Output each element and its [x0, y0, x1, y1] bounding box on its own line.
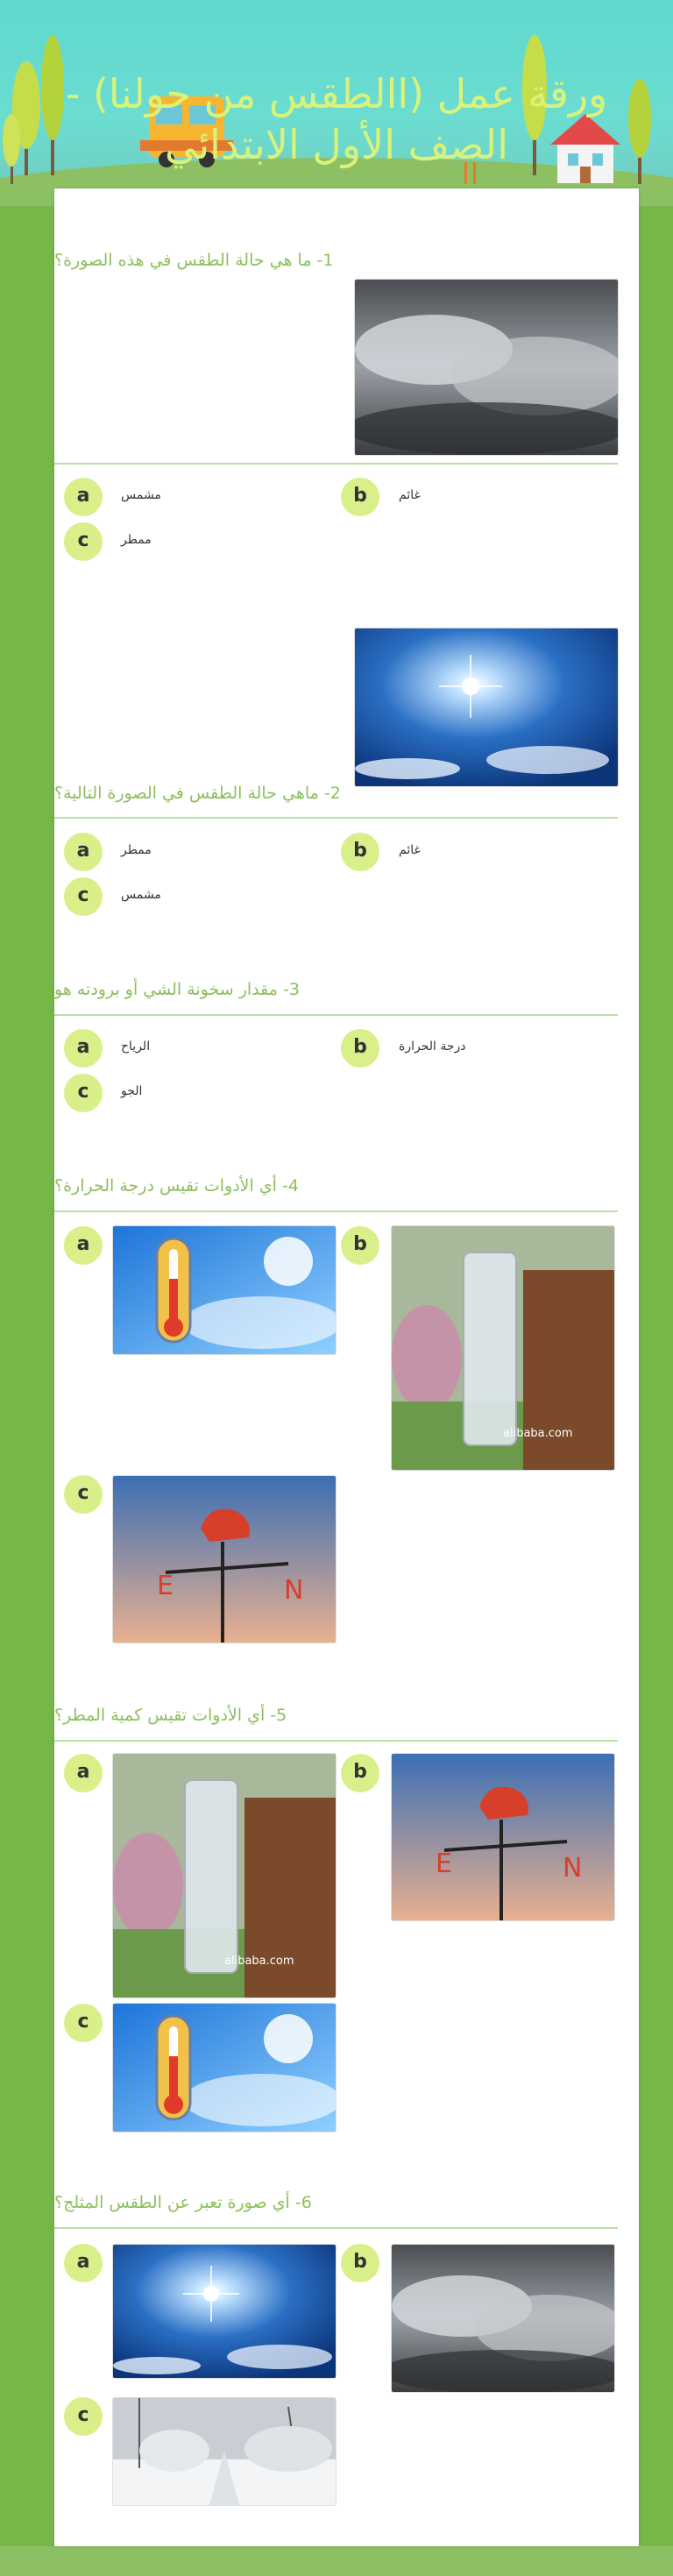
svg-text:E: E	[157, 1571, 174, 1601]
question-2-divider	[54, 817, 618, 819]
question-2-text: 2- ماهي حالة الطقس في الصورة التالية؟	[54, 784, 341, 803]
option-a-label[interactable]: ممطر	[121, 843, 152, 857]
option-b-label[interactable]: غائم	[399, 843, 421, 857]
option-a-badge[interactable]: a	[64, 1226, 103, 1265]
option-a-badge[interactable]: a	[64, 833, 103, 871]
option-b-badge[interactable]: b	[341, 833, 379, 871]
question-6-text: 6- أي صورة تعبر عن الطقس المثلج؟	[54, 2193, 312, 2212]
option-c-badge[interactable]: c	[64, 2397, 103, 2436]
rain-gauge-image[interactable]	[112, 1753, 336, 1998]
question-4-divider	[54, 1210, 618, 1212]
question-3-divider	[54, 1014, 618, 1016]
option-a-badge[interactable]: a	[64, 2244, 103, 2282]
watermark-text: alibaba.com	[224, 1955, 294, 1968]
sunny-sky-image	[354, 628, 619, 787]
question-5-divider	[54, 1740, 618, 1742]
right-border	[639, 206, 673, 2576]
option-c-badge[interactable]: c	[64, 1074, 103, 1112]
question-4-text: 4- أي الأدوات تقيس درجة الحرارة؟	[54, 1176, 299, 1196]
snowy-street-image[interactable]	[112, 2397, 336, 2506]
option-c-badge[interactable]: c	[64, 2004, 103, 2042]
option-a-label[interactable]: الرياح	[121, 1040, 151, 1054]
watermark-text: alibaba.com	[503, 1427, 573, 1440]
option-a-label[interactable]: مشمس	[121, 488, 161, 502]
option-c-label[interactable]: ممطر	[121, 533, 152, 547]
title-line-2: الصف الأول الابتدائي	[165, 121, 508, 168]
question-1-divider	[54, 463, 618, 465]
option-b-badge[interactable]: b	[341, 1754, 379, 1792]
cloudy-sky-image	[354, 279, 619, 456]
question-5-text: 5- أي الأدوات تقيس كمية المطر؟	[54, 1706, 287, 1725]
option-b-badge[interactable]: b	[341, 2244, 379, 2282]
rain-gauge-image[interactable]	[391, 1225, 615, 1471]
title-line-1: ورقة عمل (االطقس من حولنا) -	[65, 70, 608, 117]
header-banner	[0, 0, 673, 206]
option-c-badge[interactable]: c	[64, 877, 103, 916]
svg-text:N: N	[284, 1575, 304, 1606]
cloudy-sky-image[interactable]	[391, 2244, 615, 2393]
option-b-badge[interactable]: b	[341, 1226, 379, 1265]
svg-text:N: N	[563, 1853, 583, 1884]
option-b-badge[interactable]: b	[341, 478, 379, 516]
option-c-badge[interactable]: c	[64, 522, 103, 561]
question-1-text: 1- ما هي حالة الطقس في هذه الصورة؟	[54, 251, 334, 270]
option-c-label[interactable]: الجو	[121, 1084, 143, 1098]
question-6-divider	[54, 2227, 618, 2229]
page-title	[0, 68, 673, 170]
option-a-badge[interactable]: a	[64, 478, 103, 516]
thermometer-image[interactable]	[112, 2003, 336, 2132]
option-b-label[interactable]: غائم	[399, 488, 421, 502]
sunny-sky-image[interactable]	[112, 2244, 336, 2379]
question-3-text: 3- مقدار سخونة الشي أو برودته هو	[54, 980, 300, 999]
option-b-badge[interactable]: b	[341, 1029, 379, 1068]
option-c-label[interactable]: مشمس	[121, 888, 161, 902]
option-a-badge[interactable]: a	[64, 1029, 103, 1068]
thermometer-image[interactable]	[112, 1225, 336, 1355]
bottom-border	[0, 2546, 673, 2576]
option-b-label[interactable]: درجة الحرارة	[399, 1040, 466, 1054]
weather-vane-image[interactable]	[112, 1475, 336, 1643]
left-border	[0, 206, 54, 2576]
option-a-badge[interactable]: a	[64, 1754, 103, 1792]
svg-text:E: E	[436, 1849, 452, 1879]
weather-vane-image[interactable]	[391, 1753, 615, 1921]
option-c-badge[interactable]: c	[64, 1475, 103, 1514]
